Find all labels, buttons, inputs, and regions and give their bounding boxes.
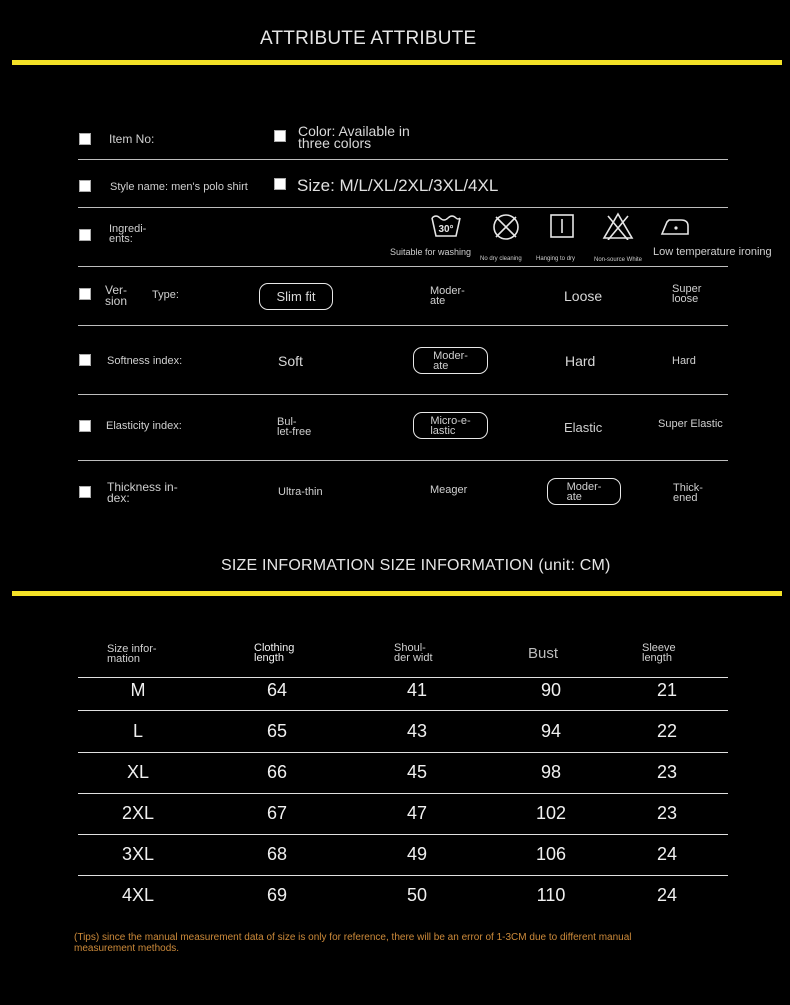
- measurement-cell: 21: [656, 680, 678, 700]
- measurement-cell: 47: [406, 803, 428, 823]
- version-option-super-loose[interactable]: Super loose: [672, 283, 702, 305]
- measurement-cell: 24: [656, 885, 678, 905]
- version-type-label: Type:: [152, 289, 179, 301]
- no-dry-clean-icon: [490, 212, 522, 240]
- checkbox-item-no[interactable]: [79, 133, 91, 145]
- measurement-cell: 64: [266, 680, 288, 700]
- low-iron-icon: [659, 212, 691, 240]
- style-name-label: Style name: men's polo shirt: [110, 181, 248, 193]
- thickness-label: Thickness in- dex:: [107, 480, 178, 505]
- version-option-loose[interactable]: Loose: [564, 288, 603, 304]
- header-size-information: Size infor- mation: [107, 643, 157, 665]
- softness-label: Softness index:: [107, 355, 183, 367]
- header-clothing-length: Clothing length: [254, 642, 295, 664]
- care-washing-label: Suitable for washing: [390, 247, 472, 257]
- color-label: Color: Available in three colors: [298, 123, 410, 151]
- measurement-cell: 67: [266, 803, 288, 823]
- version-option-slim-fit[interactable]: Slim fit: [259, 283, 333, 310]
- measurement-cell: 50: [406, 885, 428, 905]
- care-hang-dry-label: Hanging to dry: [536, 256, 576, 262]
- version-label: Ver- sion: [105, 283, 128, 308]
- measurement-cell: 45: [406, 762, 428, 782]
- thickness-option-ultra-thin[interactable]: Ultra-thin: [278, 486, 323, 498]
- measurement-cell: 110: [536, 885, 566, 905]
- checkbox-thickness[interactable]: [79, 486, 91, 498]
- size-cell: 2XL: [121, 803, 155, 823]
- header-bust: Bust: [528, 645, 559, 662]
- measurement-cell: 43: [406, 721, 428, 741]
- ingredients-label: Ingredi- ents:: [109, 223, 147, 245]
- divider: [78, 159, 728, 160]
- divider: [78, 394, 728, 395]
- checkbox-size[interactable]: [274, 178, 286, 190]
- divider: [78, 460, 728, 461]
- header-sleeve-length: Sleeve length: [642, 642, 676, 664]
- measurement-cell: 98: [540, 762, 562, 782]
- softness-option-hard[interactable]: Hard: [565, 353, 596, 369]
- measurement-cell: 24: [656, 844, 678, 864]
- checkbox-ingredients[interactable]: [79, 229, 91, 241]
- elasticity-option-super-elastic[interactable]: Super Elastic: [658, 418, 723, 430]
- measurement-cell: 23: [656, 762, 678, 782]
- item-no-label: Item No:: [109, 132, 155, 146]
- checkbox-style-name[interactable]: [79, 180, 91, 192]
- care-low-iron-label: Low temperature ironing: [653, 246, 772, 258]
- size-cell: 4XL: [121, 885, 155, 905]
- title-underline: [12, 60, 782, 65]
- softness-option-hard-2[interactable]: Hard: [672, 355, 696, 367]
- elasticity-label: Elasticity index:: [106, 420, 182, 432]
- size-cell: XL: [126, 762, 150, 782]
- measurement-cell: 41: [406, 680, 428, 700]
- wash-30-icon: [430, 212, 462, 240]
- divider: [78, 266, 728, 267]
- size-cell: L: [132, 721, 143, 741]
- thickness-option-moderate[interactable]: Moder- ate: [547, 478, 621, 505]
- measurement-cell: 22: [656, 721, 678, 741]
- elasticity-option-bullet-free[interactable]: Bul- let-free: [277, 416, 312, 438]
- care-no-dry-clean-label: No dry cleaning: [480, 256, 522, 262]
- size-cell: M: [130, 680, 146, 700]
- measurement-cell: 106: [535, 844, 567, 864]
- measurement-cell: 49: [406, 844, 428, 864]
- size-info-title: SIZE INFORMATION SIZE INFORMATION (unit: CM): [221, 557, 611, 574]
- checkbox-softness[interactable]: [79, 354, 91, 366]
- elasticity-option-micro-elastic[interactable]: Micro-e- lastic: [413, 412, 488, 439]
- hang-dry-icon: [546, 212, 578, 240]
- softness-option-moderate[interactable]: Moder- ate: [413, 347, 488, 374]
- table-rule: [78, 875, 728, 876]
- divider: [78, 207, 728, 208]
- table-rule: [78, 677, 728, 678]
- checkbox-color[interactable]: [274, 130, 286, 142]
- softness-option-soft[interactable]: Soft: [278, 353, 303, 369]
- version-option-moderate[interactable]: Moder- ate: [430, 285, 465, 307]
- size-cell: 3XL: [121, 844, 155, 864]
- tips-note: (Tips) since the manual measurement data of size is only for reference, there will be an error of 1-3CM due to different manual measurement methods.: [74, 932, 632, 954]
- measurement-cell: 94: [540, 721, 562, 741]
- size-label: Size: M/L/XL/2XL/3XL/4XL: [297, 176, 499, 195]
- checkbox-version[interactable]: [79, 288, 91, 300]
- measurement-cell: 65: [266, 721, 288, 741]
- measurement-cell: 69: [266, 885, 288, 905]
- attribute-title: ATTRIBUTE ATTRIBUTE: [260, 28, 477, 49]
- table-rule: [78, 834, 728, 835]
- table-rule: [78, 752, 728, 753]
- thickness-option-meager[interactable]: Meager: [430, 484, 468, 496]
- care-non-source-white-label: Non-source White: [594, 257, 643, 263]
- checkbox-elasticity[interactable]: [79, 420, 91, 432]
- measurement-cell: 90: [540, 680, 562, 700]
- table-rule: [78, 710, 728, 711]
- header-shoulder-width: Shoul- der widt: [394, 642, 433, 664]
- size-title-underline: [12, 591, 782, 596]
- no-bleach-icon: [602, 212, 634, 240]
- measurement-cell: 68: [266, 844, 288, 864]
- elasticity-option-elastic[interactable]: Elastic: [564, 420, 603, 435]
- divider: [78, 325, 728, 326]
- table-rule: [78, 793, 728, 794]
- wash-temp-label: 30°: [438, 224, 454, 235]
- thickness-option-thickened[interactable]: Thick- ened: [673, 482, 703, 504]
- measurement-cell: 23: [656, 803, 678, 823]
- measurement-cell: 102: [535, 803, 567, 823]
- measurement-cell: 66: [266, 762, 288, 782]
